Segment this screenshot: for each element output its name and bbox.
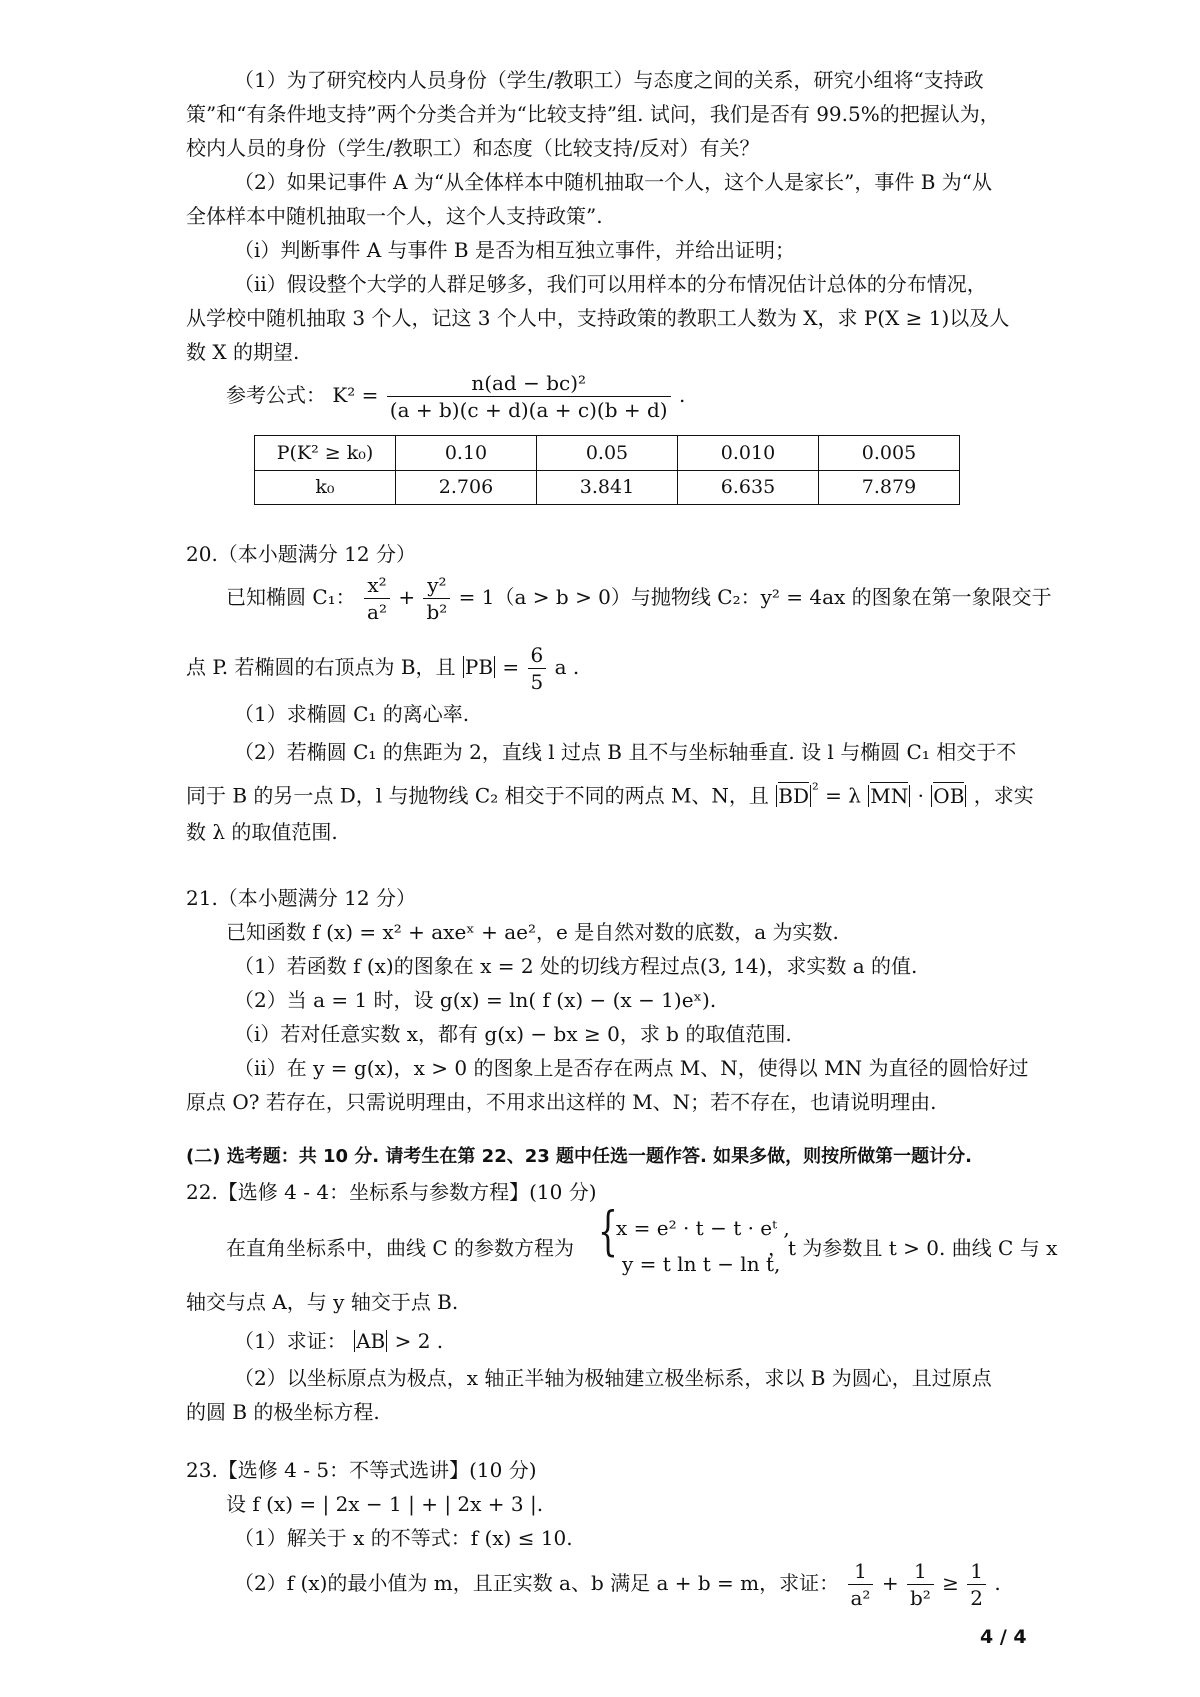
denominator: 5: [530, 670, 544, 694]
q22-line-1b: ，t 为参数且 t > 0. 曲线 C 与 x: [768, 1236, 1058, 1260]
q21-line-6: 原点 O? 若存在，只需说明理由，不用求出这样的 M、N；若不存在，也请说明理由.: [186, 1090, 937, 1114]
q23-line-2: （1）解关于 x 的不等式：f (x) ≤ 10.: [234, 1526, 573, 1550]
numerator: 1: [907, 1560, 934, 1585]
denominator: b²: [909, 1586, 931, 1610]
table-cell: 7.879: [819, 470, 960, 505]
q21-line-4: （i）若对任意实数 x，都有 g(x) − bx ≥ 0，求 b 的取值范围.: [234, 1022, 792, 1046]
system-brace: {: [598, 1202, 618, 1262]
table-cell: 2.706: [396, 470, 537, 505]
section-two-heading: (二) 选考题：共 10 分. 请考生在第 22、23 题中任选一题作答. 如果多做，则按所做第一题计分.: [186, 1146, 972, 1167]
table-cell: k₀: [255, 470, 396, 505]
q20-text: ，求实: [973, 783, 1034, 808]
q22-line-4: （2）以坐标原点为极点，x 轴正半轴为极轴建立极坐标系，求以 B 为圆心，且过原点: [234, 1366, 992, 1390]
q20-line-6: 数 λ 的取值范围.: [186, 820, 338, 844]
q19-line-5: 全体样本中随机抽取一个人，这个人支持政策”.: [186, 204, 603, 228]
plus-sign: +: [398, 585, 416, 609]
abs-bar: [463, 656, 464, 678]
table-cell: 0.10: [396, 436, 537, 471]
abs-bar: [810, 785, 811, 807]
dot-operator: ·: [917, 783, 924, 808]
reference-formula: [226, 372, 685, 421]
denominator: 2: [970, 1586, 983, 1610]
formula-end: .: [678, 383, 686, 407]
formula-label: 参考公式：: [226, 383, 326, 407]
denominator: a²: [850, 1586, 871, 1610]
q20-line-3: （1）求椭圆 C₁ 的离心率.: [234, 702, 470, 726]
q20-line-1: [226, 574, 1052, 623]
q22-line-3: [234, 1330, 443, 1352]
square-exponent: ²: [812, 780, 819, 799]
q21-line-5: （ii）在 y = g(x)，x > 0 的图象上是否存在两点 M、N，使得以 MN 为直径的圆恰好过: [234, 1056, 1029, 1080]
segment-pb: PB: [464, 655, 494, 679]
q21-line-2: （1）若函数 f (x)的图象在 x = 2 处的切线方程过点(3, 14)，求实数 a 的值.: [234, 954, 918, 978]
q19-line-7: （ii）假设整个大学的人群足够多，我们可以用样本的分布情况估计总体的分布情况，: [234, 272, 987, 296]
denominator: a²: [367, 600, 387, 624]
segment-ab: AB: [356, 1329, 386, 1353]
ge-sign: ≥: [942, 1571, 959, 1595]
q20-heading: 20.（本小题满分 12 分）: [186, 542, 416, 566]
table-cell: 6.635: [678, 470, 819, 505]
q19-line-2: 策”和“有条件地支持”两个分类合并为“比较支持”组. 试问，我们是否有 99.5%的把握认为，: [186, 102, 1000, 126]
q23-line-3: [234, 1560, 1001, 1609]
q22-heading: 22.【选修 4 - 4：坐标系与参数方程】(10 分): [186, 1180, 597, 1204]
q21-line-1: 已知函数 f (x) = x² + axeˣ + ae²，e 是自然对数的底数，a 为实数.: [226, 920, 839, 944]
q22-line-2: 轴交与点 A，与 y 轴交于点 B.: [186, 1290, 459, 1314]
table-cell: P(K² ≥ k₀): [255, 436, 396, 471]
q20-text: 点 P. 若椭圆的右顶点为 B，且: [186, 655, 456, 679]
q21-line-3: （2）当 a = 1 时，设 g(x) = ln( f (x) − (x − 1)eˣ).: [234, 988, 717, 1012]
vector-bd: BD: [778, 783, 810, 808]
numerator: 6: [528, 644, 547, 669]
numerator: 1: [967, 1560, 986, 1585]
q20-line-5: [186, 780, 1034, 808]
q19-line-8: 从学校中随机抽取 3 个人，记这 3 个人中，支持政策的教职工人数为 X，求 P(X ≥ 1)以及人: [186, 306, 1010, 330]
fraction-1-a2: [848, 1560, 874, 1609]
numerator: 1: [848, 1560, 874, 1585]
q19-line-9: 数 X 的期望.: [186, 340, 300, 364]
q23-line-1: 设 f (x) = | 2x − 1 | + | 2x + 3 |.: [226, 1492, 544, 1516]
critical-value-table: [254, 435, 960, 505]
formula-fraction: [387, 372, 671, 421]
q20-text: a .: [554, 655, 580, 679]
abs-bar: [494, 656, 495, 678]
q19-line-3: 校内人员的身份（学生/教职工）和态度（比较支持/反对）有关？: [186, 136, 760, 160]
table-row: [255, 470, 960, 505]
formula-denominator: (a + b)(c + d)(a + c)(b + d): [389, 398, 668, 422]
vector-ob: OB: [933, 783, 965, 808]
q22-text: > 2 .: [394, 1329, 444, 1353]
page-number: 4 / 4: [980, 1626, 1027, 1648]
q20-text: 已知椭圆 C₁：: [226, 585, 356, 609]
q20-line-2: [186, 644, 579, 693]
fraction-1-b2: [907, 1560, 934, 1609]
param-eq-x: x = e² · t − t · eᵗ ,: [616, 1216, 790, 1240]
q21-heading: 21.（本小题满分 12 分）: [186, 886, 416, 910]
q20-line-4: （2）若椭圆 C₁ 的焦距为 2，直线 l 过点 B 且不与坐标轴垂直. 设 l 与椭圆 C₁ 相交于不: [234, 740, 1017, 764]
fraction-1-2: [967, 1560, 986, 1609]
q22-line-5: 的圆 B 的极坐标方程.: [186, 1400, 380, 1424]
q23-heading: 23.【选修 4 - 5：不等式选讲】(10 分): [186, 1458, 537, 1482]
fraction-x2-a2: [364, 574, 390, 623]
table-cell: 3.841: [537, 470, 678, 505]
abs-bar: [965, 785, 966, 807]
numerator: x²: [364, 574, 390, 599]
q22-text: （1）求证：: [234, 1329, 347, 1353]
numerator: y²: [423, 574, 450, 599]
table-cell: 0.010: [678, 436, 819, 471]
q20-text: 同于 B 的另一点 D，l 与抛物线 C₂ 相交于不同的两点 M、N，且: [186, 783, 769, 808]
q22-line-1a: 在直角坐标系中，曲线 C 的参数方程为: [226, 1236, 575, 1260]
q23-text: （2）f (x)的最小值为 m，且正实数 a、b 满足 a + b = m，求证：: [234, 1571, 840, 1595]
param-eq-y: y = t ln t − ln t,: [622, 1252, 781, 1276]
equals-sign: =: [502, 655, 520, 679]
abs-bar: [386, 1330, 387, 1352]
q20-text: = 1（a > b > 0）与抛物线 C₂：y² = 4ax 的图象在第一象限交于: [458, 585, 1052, 609]
equals-lambda: = λ: [825, 783, 861, 808]
vector-mn: MN: [870, 783, 909, 808]
q19-line-1: （1）为了研究校内人员身份（学生/教职工）与态度之间的关系，研究小组将“支持政: [234, 68, 984, 92]
q19-line-4: （2）如果记事件 A 为“从全体样本中随机抽取一个人，这个人是家长”，事件 B 为“从: [234, 170, 992, 194]
denominator: b²: [426, 600, 448, 624]
fraction-6-5: [528, 644, 547, 693]
q19-line-6: （i）判断事件 A 与事件 B 是否为相互独立事件，并给出证明；: [234, 238, 795, 262]
table-cell: 0.005: [819, 436, 960, 471]
table-row: [255, 436, 960, 471]
q23-text: .: [994, 1571, 1001, 1595]
formula-lhs: K² =: [332, 383, 379, 407]
fraction-y2-b2: [423, 574, 450, 623]
abs-bar: [354, 1330, 355, 1352]
formula-numerator: n(ad − bc)²: [387, 372, 671, 397]
plus-sign: +: [881, 1571, 899, 1595]
abs-bar: [909, 785, 910, 807]
table-cell: 0.05: [537, 436, 678, 471]
